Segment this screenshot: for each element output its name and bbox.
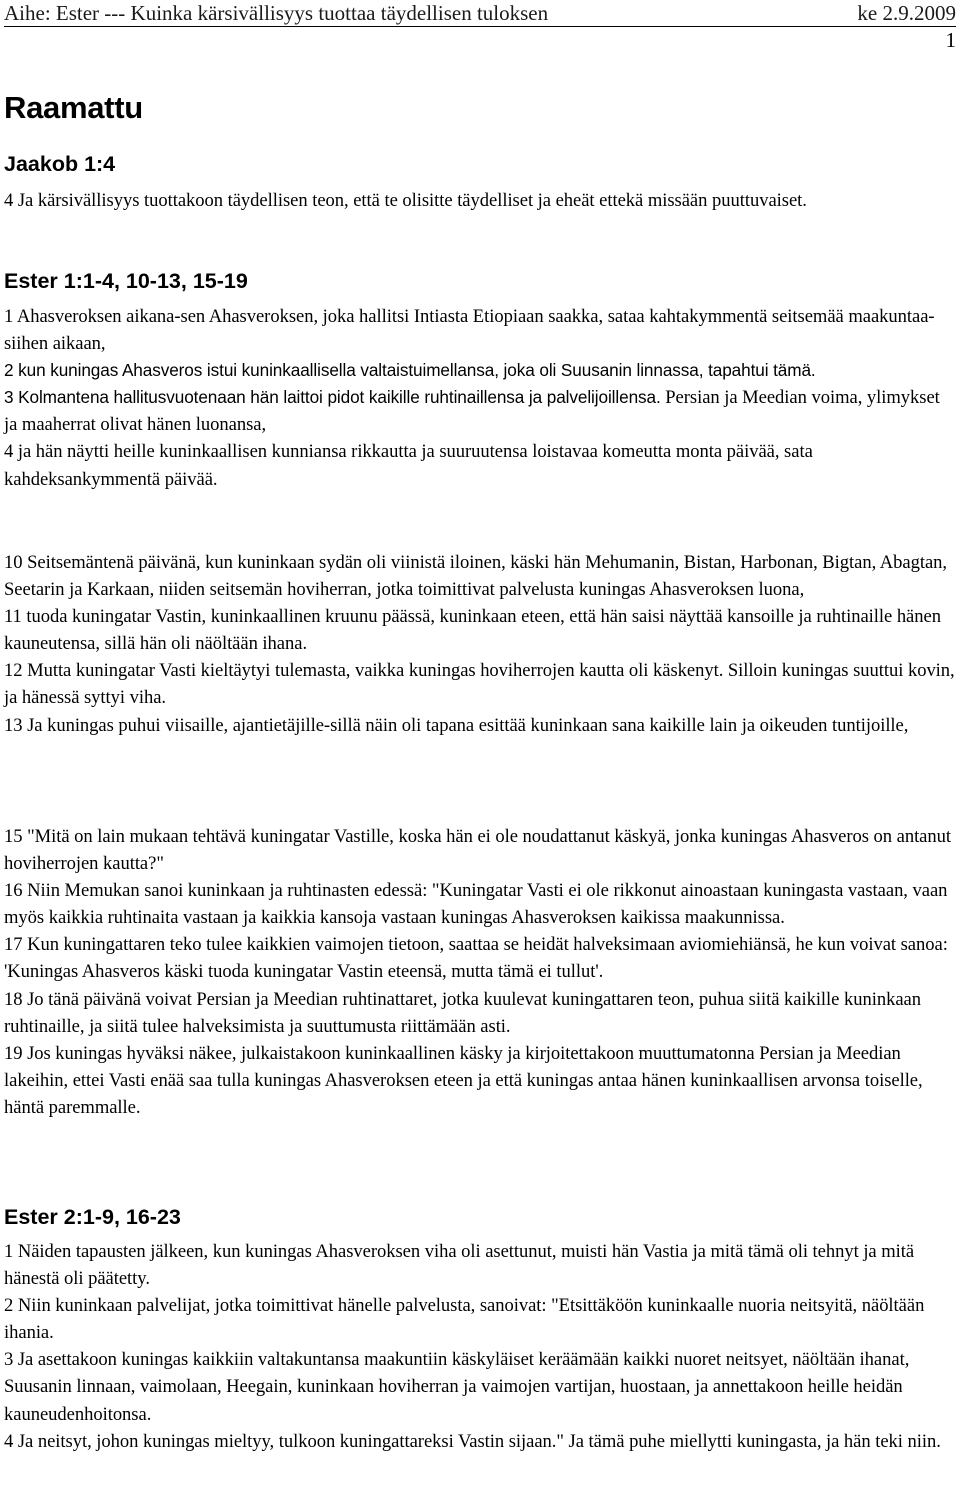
verse-ester-1-15: 15 "Mitä on lain mukaan tehtävä kuningatar Vastille, koska hän ei ole noudattanut käskyä, jonka kuningas Ahasveros on antanut hoviherrojen kautta?" [4, 826, 951, 875]
header-subject: Aihe: Ester --- Kuinka kärsivällisyys tuottaa täydellisen tuloksen [4, 1, 549, 25]
verse-ester-1-10: 10 Seitsemäntenä päivänä, kun kuninkaan sydän oli viinistä iloinen, käski hän Mehumanin, Bistan, Harbonan, Bigtan, Abagtan, Seetarin ja Karkaan, niiden seitsemän hoviherran, jotka toimittivat palvelusta kuningas Ahasveroksen luona, [4, 552, 947, 601]
verse-ester-1-11: 11 tuoda kuningatar Vastin, kuninkaallinen kruunu päässä, kuninkaan eteen, että hän saisi näyttää kansoille ja ruhtinaille hänen kauneutensa, sillä hän oli näöltään ihana. [4, 606, 941, 655]
verse-ester-2-3: 3 Ja asettakoon kuningas kaikkiin valtakuntansa maakuntiin käskyläiset keräämään kaikki nuoret neitsyet, näöltään ihanat, Suusanin linnaan, vaimolaan, Heegain, kuninkaan hoviherran ja vaimojen vartijan, huostaan, ja annettakoon heille heidän kauneudenhoitonsa. [4, 1349, 910, 1425]
verse-ester-1-13: 13 Ja kuningas puhui viisaille, ajantietäjille-sillä näin oli tapana esittää kuninkaan sana kaikille lain ja oikeuden tuntijoille, [4, 714, 909, 736]
section-heading-ester-2: Ester 2:1-9, 16-23 [4, 1205, 181, 1229]
page-header [4, 0, 956, 27]
section-heading-ester-1: Ester 1:1-4, 10-13, 15-19 [4, 269, 248, 293]
page-number: 1 [945, 28, 956, 52]
verse-ester-1-19: 19 Jos kuningas hyväksi näkee, julkaistakoon kuninkaallinen käsky ja kirjoitettakoon muuttumatonna Persian ja Meedian lakeihin, ettei Vasti enää saa tulla kuningas Ahasveroksen eteen ja että kuningas antaa hänen kuninkaallisen arvonsa toiselle, häntä paremmalle. [4, 1042, 923, 1118]
page-title: Raamattu [4, 90, 143, 125]
verse-paragraph [4, 187, 956, 214]
verse-ester-1-17: 17 Kun kuningattaren teko tulee kaikkien vaimojen tietoon, saattaa se heidät halveksimaan aviomiehiänsä, he kun voivat sanoa: 'Kuningas Ahasveros käski tuoda kuningatar Vastin eteensä, mutta tämä ei tullut'. [4, 934, 948, 983]
verse-ester-1-2: 2 kun kuningas Ahasveros istui kuninkaallisella valtaistuimellansa, joka oli Suusanin linnassa, tapahtui tämä. [4, 360, 816, 381]
verse-jaakob-1-4: 4 Ja kärsivällisyys tuottakoon täydellisen teon, että te olisitte täydelliset ja eheät ettekä missään puuttuvaiset. [4, 190, 807, 211]
verse-ester-1-3b: Persian ja Meedian voima, ylimykset ja maaherrat olivat hänen luonansa, [4, 387, 940, 436]
verse-ester-1-18: 18 Jo tänä päivänä voivat Persian ja Meedian ruhtinattaret, jotka kuulevat kuningattaren teon, puhua siitä kaikille kuninkaan ruhtinaille, ja siitä tulee halveksimista ja suuttumusta riittämään asti. [4, 988, 921, 1037]
verse-ester-1-3a: 3 Kolmantena hallitusvuotenaan hän laittoi pidot kaikille ruhtinaillensa ja palvelijoillensa. [4, 387, 661, 408]
header-date: ke 2.9.2009 [857, 1, 956, 25]
verse-paragraph [4, 549, 956, 739]
verse-paragraph [4, 303, 956, 493]
verse-ester-2-1: 1 Näiden tapausten jälkeen, kun kuningas Ahasveroksen viha oli asettunut, muisti hän Vastia ja mitä tämä oli tehnyt ja mitä hänestä oli päätetty. [4, 1241, 915, 1290]
verse-ester-2-2: 2 Niin kuninkaan palvelijat, jotka toimittivat hänelle palvelusta, sanoivat: "Etsittäköön kuninkaalle nuoria neitsyitä, näöltään ihania. [4, 1295, 925, 1344]
verse-ester-1-1: 1 Ahasveroksen aikana-sen Ahasveroksen, joka hallitsi Intiasta Etiopiaan saakka, sataa kahtakymmentä seitsemää maakuntaa-siihen aikaan, [4, 306, 935, 355]
section-heading-jaakob: Jaakob 1:4 [4, 152, 116, 176]
verse-ester-1-12: 12 Mutta kuningatar Vasti kieltäytyi tulemasta, vaikka kuningas hoviherrojen kautta oli käskenyt. Silloin kuningas suuttui kovin, ja hänessä syttyi viha. [4, 660, 955, 709]
verse-ester-1-4: 4 ja hän näytti heille kuninkaallisen kunniansa rikkautta ja suuruutensa loistavaa komeutta monta päivää, sata kahdeksankymmentä päivää. [4, 441, 813, 490]
verse-paragraph [4, 823, 956, 1121]
verse-paragraph [4, 1238, 956, 1455]
verse-ester-2-4: 4 Ja neitsyt, johon kuningas mieltyy, tulkoon kuningattareksi Vastin sijaan." Ja tämä puhe miellytti kuningasta, ja hän teki niin. [4, 1430, 941, 1452]
verse-ester-1-16: 16 Niin Memukan sanoi kuninkaan ja ruhtinasten edessä: "Kuningatar Vasti ei ole rikkonut ainoastaan kuningasta vastaan, vaan myös kaikkia ruhtinaita vastaan ja kaikkia kansoja vastaan kuningas Ahasveroksen kaikissa maakunnissa. [4, 880, 948, 929]
